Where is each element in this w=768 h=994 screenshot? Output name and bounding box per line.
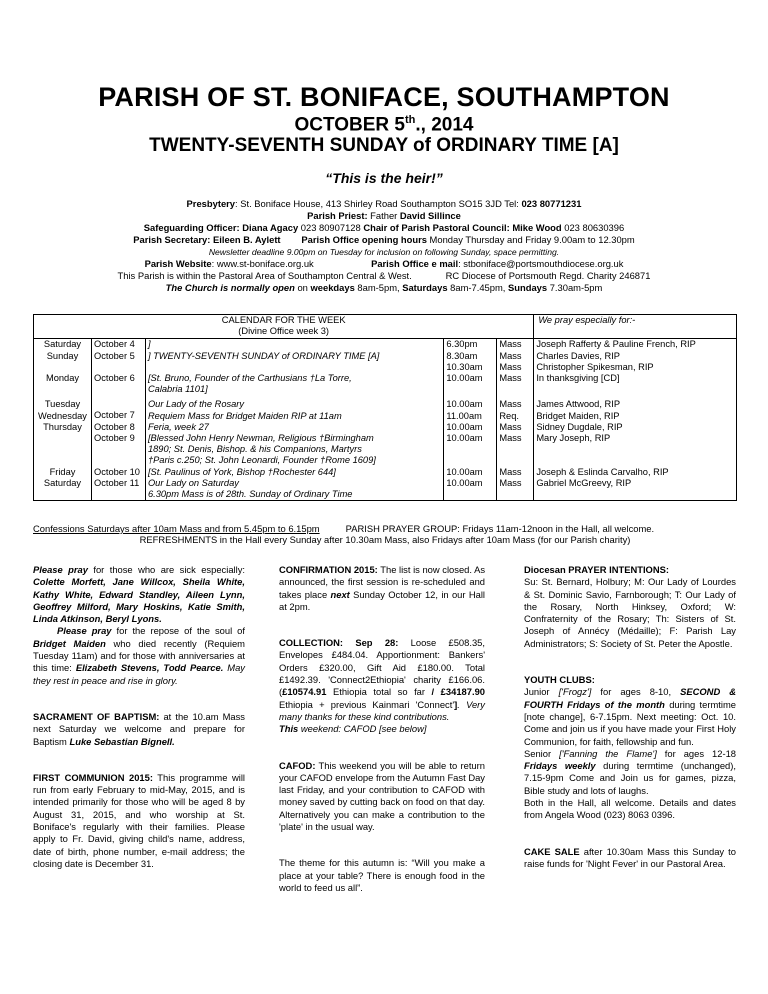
cal-type: Mass Mass Mass: [497, 339, 534, 373]
prayer-intentions-title: Diocesan PRAYER INTENTIONS:: [524, 564, 669, 575]
cal-event: [St. Paulinus of York, Bishop †Rochester 644] Our Lady on Saturday 6.30pm Mass is of 28th. Sunday of Ordinary Time: [145, 467, 443, 501]
website-line: Parish Website: www.st-boniface.org.uk Parish Office e mail: stboniface@portsmouthdiocese.org.uk: [144, 258, 624, 269]
cal-time: 10.00am 11.00am 10.00am 10.00am: [444, 399, 497, 466]
cal-event: ] ] TWENTY-SEVENTH SUNDAY of ORDINARY TIME [A]: [145, 339, 443, 373]
sick-prayers: Please pray for those who are sick especially: Colette Morfett, Jane Willcox, Sheila White, Kathy White, Edward Standley, Aileen Lynn, Geoffrey Milford, Mary Hoskins, Katie Smith, Linda Atkinson, Beryl Lyons.: [33, 564, 245, 625]
cafod-notice: CAFOD: This weekend you will be able to return your CAFOD envelope from the Autumn Fast Day last Friday, and your contribution to CAFOD with money saved by cutting back on food on that day. Alternatively you can make a contribution to the 'plate' in the usual way.: [279, 759, 485, 833]
cal-date: October 4 October 5: [91, 339, 145, 373]
youth-junior: Junior ['Frogz'] for ages 8-10, SECOND & FOURTH Fridays of the month during termtime [note change], 6-7.15pm. Next meeting: Oct. 10. Come and join us if you have made your First Holy Communion, for faith, fellowship and fun.: [524, 686, 737, 747]
column-middle: [279, 564, 485, 894]
page-title: PARISH OF ST. BONIFACE, SOUTHAMPTON: [98, 82, 670, 112]
cal-date: October 7 October 8 October 9: [91, 399, 145, 466]
deadline-line: Newsletter deadline 9.00pm on Tuesday for inclusion on following Sunday, space permitting.: [208, 247, 560, 257]
prayer-group-text: PARISH PRAYER GROUP: Fridays 11am-12noon in the Hall, all welcome.: [345, 523, 655, 534]
collection-notice: COLLECTION: Sep 28: Loose £508.35, Envelopes £484.04. Apportionment: Bankers' Orders £320.00, Gift Aid £180.00. Total £1492.39. 'Connect2Ethiopia' charity £166.06. (£10574.91 Ethiopia total so far / £34187.90 Ethiopia + previous Kainmari 'Connect']. Very many thanks for these kind contributions. This weekend: CAFOD [see below]: [279, 637, 485, 735]
cafod-theme: The theme for this autumn is: “Will you make a place at your table? There is enough food in the world to feed us all”.: [279, 857, 485, 893]
confessions-line: [33, 523, 737, 534]
cal-pray: In thanksgiving [CD]: [534, 373, 737, 399]
cal-date: October 10 October 11: [91, 467, 145, 501]
pray-header: We pray especially for:-: [534, 315, 737, 339]
confessions-text: Confessions Saturdays after 10am Mass and from 5.45pm to 6.15pm: [33, 523, 320, 534]
cal-day: Monday: [34, 373, 92, 399]
refreshments-line: REFRESHMENTS in the Hall every Sunday after 10.30am Mass, also Fridays after 10am Mass (for our Parish charity): [139, 534, 631, 545]
calendar-row: [34, 467, 737, 501]
date-text: OCTOBER 5: [294, 114, 405, 136]
presbytery-line: Presbytery: St. Boniface House, 413 Shirley Road Southampton SO15 3JD Tel: 023 80771231: [186, 198, 582, 209]
email-link[interactable]: : stboniface@portsmouthdiocese.org.uk: [458, 258, 624, 269]
calendar-row: [34, 339, 737, 373]
cal-time: 6.30pm 8.30am 10.30am: [444, 339, 497, 373]
cal-pray: Joseph & Eslinda Carvalho, RIP Gabriel McGreevy, RIP: [534, 467, 737, 501]
website-link[interactable]: : www.st-boniface.org.uk: [211, 258, 314, 269]
date-year: ., 2014: [415, 114, 474, 136]
cal-day: Saturday Sunday: [34, 339, 92, 373]
cal-pray: Joseph Rafferty & Pauline French, RIP Charles Davies, RIP Christopher Spikesman, RIP: [534, 339, 737, 373]
youth-senior: Senior ['Fanning the Flame'] for ages 12-18 Fridays weekly during termtime (unchanged), 7.15-9pm Come and Join us for games, pizza, Bible study and lots of laughs.: [524, 747, 736, 796]
officers-line: Safeguarding Officer: Diana Agacy 023 80907128 Chair of Parish Pastoral Council: Mike Wood 023 80630396: [143, 222, 625, 233]
sunday-title: TWENTY-SEVENTH SUNDAY of ORDINARY TIME [A]: [149, 135, 619, 156]
calendar-title: CALENDAR FOR THE WEEK: [34, 315, 534, 327]
cal-type: Mass Req. Mass Mass: [497, 399, 534, 466]
cake-sale-notice: CAKE SALE after 10.30am Mass this Sunday to raise funds for 'Night Fever' in our Pastoral Area.: [524, 845, 736, 869]
cal-event: Our Lady of the Rosary Requiem Mass for Bridget Maiden RIP at 11am Feria, week 27 [Blessed John Henry Newman, Religious †Birmingham 1890; St. Denis, Bishop. & his Companions, Martyrs †Paris c.250; St. John Leonardi, Founder †Rome 1609]: [145, 399, 443, 466]
confirmation-notice: CONFIRMATION 2015: The list is now closed. As announced, the first session is re-scheduled and takes place next Sunday October 12, in our Hall at 2pm.: [279, 564, 486, 612]
issue-date: [0, 114, 768, 136]
cal-date: October 6: [91, 373, 145, 399]
cal-time: 10.00am 10.00am: [444, 467, 497, 501]
repose-prayers: Please pray for the repose of the soul of Bridget Maiden who died recently (Requiem Tuesday 11am) and for those with anniversaries at this time: Elizabeth Stevens, Todd Pearce. May they rest in peace and rise in glory.: [33, 625, 245, 686]
column-left: [33, 564, 245, 870]
calendar-table: [33, 314, 737, 501]
first-communion-notice: FIRST COMMUNION 2015: This programme will run from early February to mid-May, 2015, and is intended primarily for those who will be aged 8 by August 31, 2015, and who worship at St. Boniface's regularly with their families. Please apply to Fr. David, giving child's name, address, date of birth, phone number, e-mail address; the closing date is December 31.: [33, 771, 245, 869]
calendar-subtitle: (Divine Office week 3): [34, 326, 534, 339]
prayer-intentions-text: Su: St. Bernard, Holbury; M: Our Lady of Lourdes & St. Dominic Savio, Farnborough; T: Our Lady of the Rosary, North Hinksey, Oxford; W: Confraternity of the Rosary; Th: Sisters of St. Joseph of Annécy (Médaille); F: Parish Lay Administrators; S: Society of St. Peter the Apostle.: [524, 576, 736, 649]
date-suffix: th: [405, 114, 416, 126]
cal-day: Friday Saturday: [34, 467, 92, 501]
priest-line: Parish Priest: Father David Sillince: [307, 210, 461, 221]
column-right: [524, 564, 736, 870]
cal-event: [St. Bruno, Founder of the Carthusians †La Torre, Calabria 1101]: [145, 373, 443, 399]
calendar-row: [34, 399, 737, 466]
cal-type: Mass Mass: [497, 467, 534, 501]
cal-pray: James Attwood, RIP Bridget Maiden, RIP Sidney Dugdale, RIP Mary Joseph, RIP: [534, 399, 737, 466]
baptism-notice: SACRAMENT OF BAPTISM: at the 10.am Mass next Saturday we welcome and prepare for Baptism Luke Sebastian Bignell.: [33, 710, 245, 747]
cal-time: 10.00am: [444, 373, 497, 399]
opening-line: The Church is normally open on weekdays 8am-5pm, Saturdays 8am-7.45pm, Sundays 7.30am-5pm: [165, 282, 603, 293]
youth-details: Both in the Hall, all welcome. Details and dates from Angela Wood (023) 8063 0396.: [524, 797, 736, 821]
gospel-quote: “This is the heir!”: [325, 170, 443, 186]
cal-day: Tuesday Wednesday Thursday: [34, 399, 92, 466]
cal-type: Mass: [497, 373, 534, 399]
secretary-line: Parish Secretary: Eileen B. Aylett Parish Office opening hours Monday Thursday and Friday 9.00am to 12.30pm: [133, 234, 635, 245]
area-line: This Parish is within the Pastoral Area of Southampton Central & West. RC Diocese of Portsmouth Regd. Charity 246871: [117, 270, 651, 281]
youth-clubs-title: YOUTH CLUBS:: [524, 674, 595, 686]
calendar-row: [34, 373, 737, 399]
